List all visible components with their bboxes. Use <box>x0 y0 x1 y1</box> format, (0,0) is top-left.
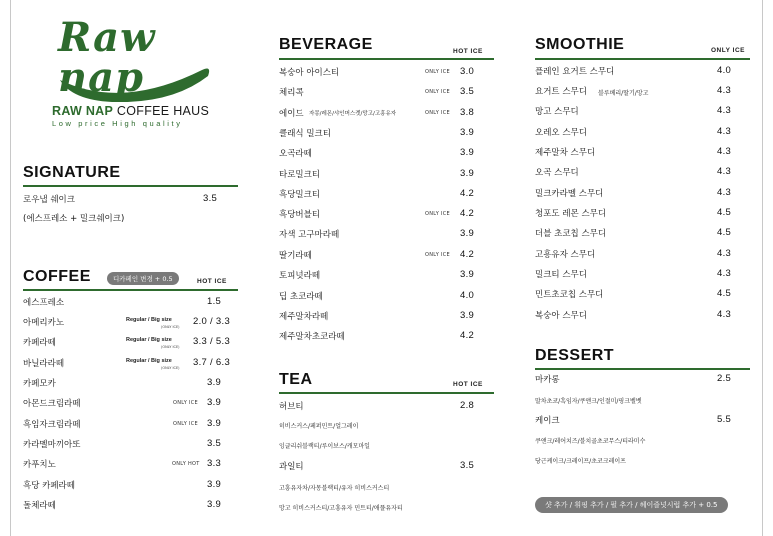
item-price: 3.5 <box>207 438 222 449</box>
list-item <box>23 193 239 207</box>
brand-tagline: Low price High quality <box>52 119 183 128</box>
list-item <box>23 479 239 493</box>
list-item <box>23 377 239 391</box>
tea-title: TEA <box>279 371 313 388</box>
list-item <box>535 288 751 302</box>
list-item <box>535 187 751 201</box>
signature-rule <box>23 185 238 187</box>
dessert-sub-line: 말차초코/흑임자/쿠앤크/인절미/핑크벨벳 <box>535 398 642 405</box>
coffee-section <box>23 268 239 518</box>
size-note: (ONLY ICE) <box>161 366 180 370</box>
item-name: 밀크티 스무디 <box>535 270 587 280</box>
coffee-title: COFFEE <box>23 268 91 285</box>
smoothie-title: SMOOTHIE <box>535 36 625 53</box>
smoothie-rule <box>535 58 750 60</box>
list-item <box>23 499 239 513</box>
list-item <box>535 414 751 428</box>
item-name: 돌체라떼 <box>23 501 56 511</box>
list-item <box>535 309 751 323</box>
item-name: 로우냅 쉐이크 <box>23 195 75 205</box>
item-name: 클래식 밀크티 <box>279 129 331 139</box>
item-price: 4.3 <box>717 309 732 320</box>
list-item <box>535 105 751 119</box>
brand-name-prefix: RAW NAP <box>52 104 114 118</box>
item-price: 4.3 <box>717 166 732 177</box>
item-name: 제주말차초코라떼 <box>279 332 345 342</box>
item-name: 바닐라라떼 <box>23 359 65 369</box>
item-price: 3.9 <box>460 228 475 239</box>
dessert-section <box>535 347 751 473</box>
item-note: ONLY ICE <box>425 110 450 116</box>
item-price: 4.5 <box>717 227 732 238</box>
item-price: 4.5 <box>717 207 732 218</box>
item-name: 흑임자크림라떼 <box>23 420 81 430</box>
coffee-rule <box>23 289 238 291</box>
item-price: 4.2 <box>460 188 475 199</box>
list-item <box>279 127 495 141</box>
page-edge-right <box>762 0 763 536</box>
tea-sub-line: 잉글리쉬블랙티/루이보스/캐모마일 <box>279 443 370 450</box>
item-price: 3.3 <box>207 458 222 469</box>
list-item <box>535 126 751 140</box>
options-badge: 샷 추가 / 휘핑 추가 / 펄 추가 / 헤이즐넛시럽 추가 + 0.5 <box>535 497 728 513</box>
tea-hot-ice-header: HOT ICE <box>453 381 483 388</box>
list-item <box>279 249 495 263</box>
list-item <box>279 290 495 304</box>
item-price: 2.5 <box>717 373 732 384</box>
beverage-hot-ice-header: HOT ICE <box>453 48 483 55</box>
item-price: 4.3 <box>717 248 732 259</box>
list-item <box>535 65 751 79</box>
beverage-rule <box>279 58 494 60</box>
item-price: 4.3 <box>717 126 732 137</box>
item-name: 딥 초코라떼 <box>279 292 323 302</box>
item-note: ONLY ICE <box>173 400 198 406</box>
item-name: 고흥유자 스무디 <box>535 250 596 260</box>
coffee-hot-ice-header: HOT ICE <box>197 278 227 285</box>
signature-title: SIGNATURE <box>23 164 121 181</box>
list-item <box>535 166 751 180</box>
item-price: 3.5 <box>460 460 475 471</box>
list-item <box>535 227 751 241</box>
size-options: Regular / Big size <box>126 358 172 364</box>
item-name: 토피넛라떼 <box>279 271 321 281</box>
item-note: ONLY ICE <box>425 89 450 95</box>
dessert-sub-line: 당근케이크/크레이프/초코크레이프 <box>535 458 626 465</box>
item-name: 에스프레소 <box>23 298 65 308</box>
list-item <box>23 458 239 472</box>
list-item <box>279 460 495 474</box>
item-name: 오곡라떼 <box>279 149 312 159</box>
item-note: ONLY ICE <box>425 252 450 258</box>
item-price: 3.9 <box>460 127 475 138</box>
list-item <box>535 207 751 221</box>
item-price: 3.7 / 6.3 <box>193 357 231 368</box>
list-item <box>23 418 239 432</box>
list-item <box>23 438 239 452</box>
item-price: 4.0 <box>717 65 732 76</box>
item-name: 카페라떼 <box>23 338 56 348</box>
item-price: 3.9 <box>460 269 475 280</box>
item-price: 2.8 <box>460 400 475 411</box>
list-item <box>279 208 495 222</box>
list-item <box>23 397 239 411</box>
item-price: 4.0 <box>460 290 475 301</box>
item-price: 4.3 <box>717 85 732 96</box>
item-price: 3.9 <box>207 397 222 408</box>
item-price: 3.3 / 5.3 <box>193 336 231 347</box>
item-price: 3.9 <box>460 310 475 321</box>
list-item <box>535 268 751 282</box>
item-price: 3.9 <box>207 418 222 429</box>
item-name: (에스프레소 + 밀크쉐이크) <box>23 214 125 224</box>
item-name: 카라멜마끼아또 <box>23 440 81 450</box>
item-price: 4.2 <box>460 208 475 219</box>
list-item <box>23 296 239 310</box>
item-name: 카페모카 <box>23 379 56 389</box>
list-item <box>23 212 239 226</box>
list-item <box>279 400 495 414</box>
item-name: 제주말차 스무디 <box>535 148 596 158</box>
beverage-title: BEVERAGE <box>279 36 373 53</box>
item-price: 3.8 <box>460 107 475 118</box>
item-name: 민트초코칩 스무디 <box>535 290 604 300</box>
list-item <box>279 66 495 80</box>
size-options: Regular / Big size <box>126 317 172 323</box>
dessert-title: DESSERT <box>535 347 615 364</box>
tea-rule <box>279 392 494 394</box>
item-name: 요거트 스무디 <box>535 87 587 97</box>
item-note: ONLY ICE <box>425 211 450 217</box>
list-item <box>535 373 751 387</box>
beverage-section <box>279 36 495 346</box>
size-note: (ONLY ICE) <box>161 345 180 349</box>
item-name: 더블 초코칩 스무디 <box>535 229 607 239</box>
list-item <box>279 330 495 344</box>
item-price: 1.5 <box>207 296 222 307</box>
item-price: 4.2 <box>460 330 475 341</box>
item-name: 아몬드크림라떼 <box>23 399 81 409</box>
item-price: 3.9 <box>207 499 222 510</box>
decaf-note-badge: 디카페인 변경 + 0.5 <box>107 272 179 285</box>
list-item <box>279 147 495 161</box>
item-name: 아메리카노 <box>23 318 65 328</box>
item-price: 3.9 <box>460 168 475 179</box>
item-price: 4.5 <box>717 288 732 299</box>
item-price: 3.9 <box>207 377 222 388</box>
item-price: 4.2 <box>460 249 475 260</box>
item-name: 망고 스무디 <box>535 107 579 117</box>
logo-script-text: Raw nap <box>58 14 156 101</box>
list-item <box>279 107 495 121</box>
item-name: 자색 고구마라떼 <box>279 230 340 240</box>
list-item <box>535 248 751 262</box>
item-name: 흑당밀크티 <box>279 190 321 200</box>
item-name: 과일티 <box>279 462 304 472</box>
smoothie-section <box>535 36 751 326</box>
item-price: 2.0 / 3.3 <box>193 316 231 327</box>
item-name: 허브티 <box>279 402 304 412</box>
item-price: 3.0 <box>460 66 475 77</box>
tea-section <box>279 371 495 516</box>
list-item <box>279 269 495 283</box>
item-name: 복숭아 스무디 <box>535 311 587 321</box>
item-name: 마카롱 <box>535 375 560 385</box>
item-name: 흑당버블티 <box>279 210 321 220</box>
item-price: 3.9 <box>460 147 475 158</box>
item-note: ONLY HOT <box>172 461 200 467</box>
list-item <box>23 357 239 371</box>
list-item <box>279 310 495 324</box>
item-name: 케이크 <box>535 416 560 426</box>
tea-sub-line: 히비스커스/페퍼민트/얼그레이 <box>279 423 359 430</box>
item-name: 체리콕 <box>279 88 304 98</box>
item-price: 5.5 <box>717 414 732 425</box>
smoothie-only-ice-header: ONLY ICE <box>711 47 745 54</box>
signature-section <box>23 164 239 234</box>
item-price: 3.9 <box>207 479 222 490</box>
item-price: 4.3 <box>717 187 732 198</box>
brand-name-suffix: COFFEE HAUS <box>116 104 210 118</box>
size-options: Regular / Big size <box>126 337 172 343</box>
item-name: 밀크카라멜 스무디 <box>535 189 604 199</box>
page-edge-left <box>10 0 11 536</box>
item-name: 타로밀크티 <box>279 170 321 180</box>
item-name: 제주말차라떼 <box>279 312 329 322</box>
list-item <box>535 85 751 99</box>
item-note: ONLY ICE <box>173 421 198 427</box>
list-item <box>279 188 495 202</box>
item-price: 4.3 <box>717 105 732 116</box>
list-item <box>535 146 751 160</box>
brand-name <box>52 104 209 118</box>
tea-sub-line: 고흥유자차/자몽블랙티/유자 히비스커스티 <box>279 485 390 492</box>
item-name: 카푸치노 <box>23 460 56 470</box>
list-item <box>23 316 239 330</box>
item-name: 청포도 레몬 스무디 <box>535 209 607 219</box>
dessert-sub-line: 쿠앤크/레어치즈/블치골초코무스/티라미수 <box>535 438 646 445</box>
list-item <box>279 168 495 182</box>
size-note: (ONLY ICE) <box>161 325 180 329</box>
list-item <box>23 336 239 350</box>
item-name: 오레오 스무디 <box>535 128 587 138</box>
item-price: 3.5 <box>460 86 475 97</box>
tea-sub-line: 망고 히비스커스티/고흥유자 민트티/애플유자티 <box>279 505 403 512</box>
item-name: 에이드 <box>279 109 304 119</box>
item-price: 3.5 <box>203 193 218 204</box>
item-detail: 블루베리/딸기/망고 <box>598 90 649 97</box>
list-item <box>279 228 495 242</box>
item-name: 플레인 요거트 스무디 <box>535 67 615 77</box>
item-note: ONLY ICE <box>425 69 450 75</box>
item-name: 딸기라떼 <box>279 251 312 261</box>
item-price: 4.3 <box>717 268 732 279</box>
item-name: 오곡 스무디 <box>535 168 579 178</box>
list-item <box>279 86 495 100</box>
item-price: 4.3 <box>717 146 732 157</box>
dessert-rule <box>535 368 750 370</box>
item-name: 복숭아 아이스티 <box>279 68 340 78</box>
item-detail: 자몽/레몬/샤인머스켓/망고/고흥유자 <box>309 111 397 117</box>
item-name: 흑당 카페라떼 <box>23 481 75 491</box>
